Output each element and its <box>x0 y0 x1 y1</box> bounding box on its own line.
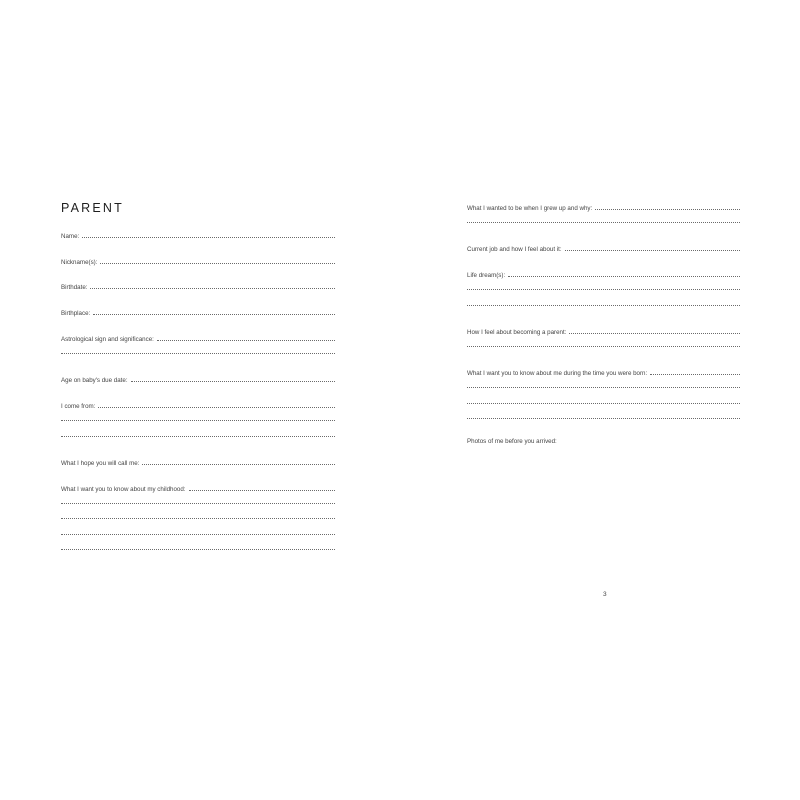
answer-line[interactable] <box>61 420 335 421</box>
answer-line[interactable] <box>61 549 335 550</box>
i-come-from-field[interactable] <box>61 398 335 410</box>
answer-line[interactable] <box>131 381 335 382</box>
field-label: What I want you to know about me during the time you were born: <box>467 370 648 377</box>
field-label: What I want you to know about my childhood: <box>61 486 186 493</box>
field-label: What I wanted to be when I grew up and why: <box>467 205 593 212</box>
answer-line[interactable] <box>93 314 335 315</box>
photos-label: Photos of me before you arrived: <box>467 438 557 445</box>
answer-line[interactable] <box>90 288 335 289</box>
answer-line[interactable] <box>61 436 335 437</box>
answer-line[interactable] <box>61 534 335 535</box>
answer-line[interactable] <box>595 209 740 210</box>
life-dreams-field[interactable] <box>467 267 740 279</box>
answer-line[interactable] <box>157 340 335 341</box>
wanted-to-be-field[interactable] <box>467 200 740 212</box>
field-label: Birthplace: <box>61 310 91 317</box>
answer-line[interactable] <box>508 276 740 277</box>
time-you-were-born-field[interactable] <box>467 365 740 377</box>
answer-line[interactable] <box>467 289 740 290</box>
field-label: How I feel about becoming a parent: <box>467 329 567 336</box>
nicknames-field[interactable] <box>61 254 335 266</box>
field-label: Name: <box>61 233 80 240</box>
answer-line[interactable] <box>82 237 335 238</box>
answer-line[interactable] <box>467 305 740 306</box>
answer-line[interactable] <box>467 403 740 404</box>
current-job-field[interactable] <box>467 241 740 253</box>
answer-line[interactable] <box>189 490 335 491</box>
answer-line[interactable] <box>569 333 740 334</box>
astrological-sign-field[interactable] <box>61 331 335 343</box>
answer-line[interactable] <box>61 353 335 354</box>
answer-line[interactable] <box>565 250 740 251</box>
answer-line[interactable] <box>100 263 335 264</box>
field-label: Birthdate: <box>61 284 88 291</box>
section-heading: PARENT <box>61 201 124 215</box>
field-label: Current job and how I feel about it: <box>467 246 562 253</box>
answer-line[interactable] <box>61 518 335 519</box>
birthplace-field[interactable] <box>61 305 335 317</box>
answer-line[interactable] <box>61 503 335 504</box>
answer-line[interactable] <box>142 464 335 465</box>
birthdate-field[interactable] <box>61 279 335 291</box>
call-me-field[interactable] <box>61 455 335 467</box>
becoming-parent-field[interactable] <box>467 324 740 336</box>
page-number: 3 <box>603 591 607 598</box>
answer-line[interactable] <box>467 418 740 419</box>
answer-line[interactable] <box>467 387 740 388</box>
field-label: I come from: <box>61 403 96 410</box>
answer-line[interactable] <box>650 374 740 375</box>
answer-line[interactable] <box>98 407 335 408</box>
field-label: Nickname(s): <box>61 259 98 266</box>
field-label: Astrological sign and significance: <box>61 336 154 343</box>
name-field[interactable] <box>61 228 335 240</box>
childhood-field[interactable] <box>61 481 335 493</box>
field-label: Age on baby's due date: <box>61 377 128 384</box>
age-on-due-date-field[interactable] <box>61 372 335 384</box>
answer-line[interactable] <box>467 222 740 223</box>
answer-line[interactable] <box>467 346 740 347</box>
field-label: Life dream(s): <box>467 272 506 279</box>
field-label: What I hope you will call me: <box>61 460 140 467</box>
